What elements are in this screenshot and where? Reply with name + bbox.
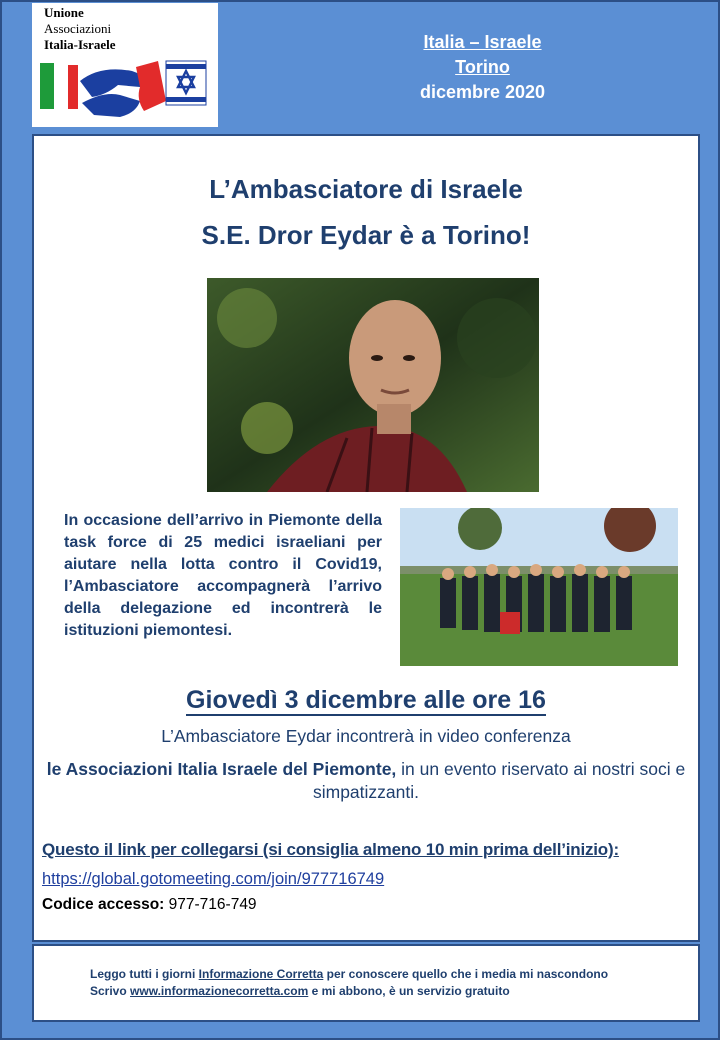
footer-line1-a: Leggo tutti i giorni bbox=[90, 967, 199, 981]
header-line3: dicembre 2020 bbox=[419, 82, 546, 102]
event-date bbox=[34, 686, 698, 715]
footer-line2-b: e mi abbono, è un servizio gratuito bbox=[308, 984, 510, 998]
header-line1: Italia – Israele bbox=[423, 32, 542, 52]
logo-line2: Associazioni bbox=[44, 21, 112, 36]
access-code bbox=[42, 896, 257, 914]
event-line2 bbox=[44, 758, 688, 804]
informazione-corretta-url-link[interactable]: www.informazionecorretta.com bbox=[130, 984, 309, 998]
title-line1: L’Ambasciatore di Israele bbox=[209, 174, 523, 204]
footer-line1 bbox=[90, 966, 608, 983]
footer-line2 bbox=[90, 983, 608, 1000]
footer-text bbox=[90, 966, 608, 1000]
header-line2: Torino bbox=[455, 57, 510, 77]
title-line2: S.E. Dror Eydar è a Torino! bbox=[201, 220, 531, 250]
meeting-link[interactable]: https://global.gotomeeting.com/join/977716749 bbox=[42, 870, 385, 888]
ambassador-photo bbox=[207, 278, 539, 492]
access-code-value: 977-716-749 bbox=[164, 896, 257, 913]
access-code-label: Codice accesso: bbox=[42, 896, 165, 913]
event-line2-bold: le Associazioni Italia Israele del Piemonte, bbox=[46, 759, 397, 779]
footer-line1-b: per conoscere quello che i media mi nascondono bbox=[323, 967, 609, 981]
logo-line1: Unione bbox=[44, 5, 84, 20]
footer-line2-a: Scrivo bbox=[90, 984, 131, 998]
logo-text bbox=[44, 5, 115, 53]
logo-line3: Italia-Israele bbox=[44, 37, 116, 52]
handshake-flags-icon bbox=[40, 51, 210, 123]
intro-paragraph: In occasione dell’arrivo in Piemonte della task force di 25 medici israeliani per aiutare nella lotta contro il Covid19, l’Ambasciatore accompagnerà l’arrivo della delegazione ed incontrerà le istituzioni piemontesi. bbox=[64, 512, 382, 639]
header-info bbox=[400, 30, 565, 105]
footer-panel bbox=[32, 944, 700, 1022]
event-line1: L’Ambasciatore Eydar incontrerà in video conferenza bbox=[161, 726, 571, 746]
main-panel bbox=[32, 134, 700, 942]
logo bbox=[32, 3, 218, 127]
delegation-group-photo bbox=[400, 508, 678, 666]
event-line2-rest: in un evento riservato ai nostri soci e simpatizzanti. bbox=[312, 759, 686, 802]
event-date-text: Giovedì 3 dicembre alle ore 16 bbox=[186, 686, 546, 714]
link-heading: Questo il link per collegarsi (si consiglia almeno 10 min prima dell’inizio): bbox=[42, 840, 619, 859]
informazione-corretta-link[interactable]: Informazione Corretta bbox=[198, 967, 324, 981]
